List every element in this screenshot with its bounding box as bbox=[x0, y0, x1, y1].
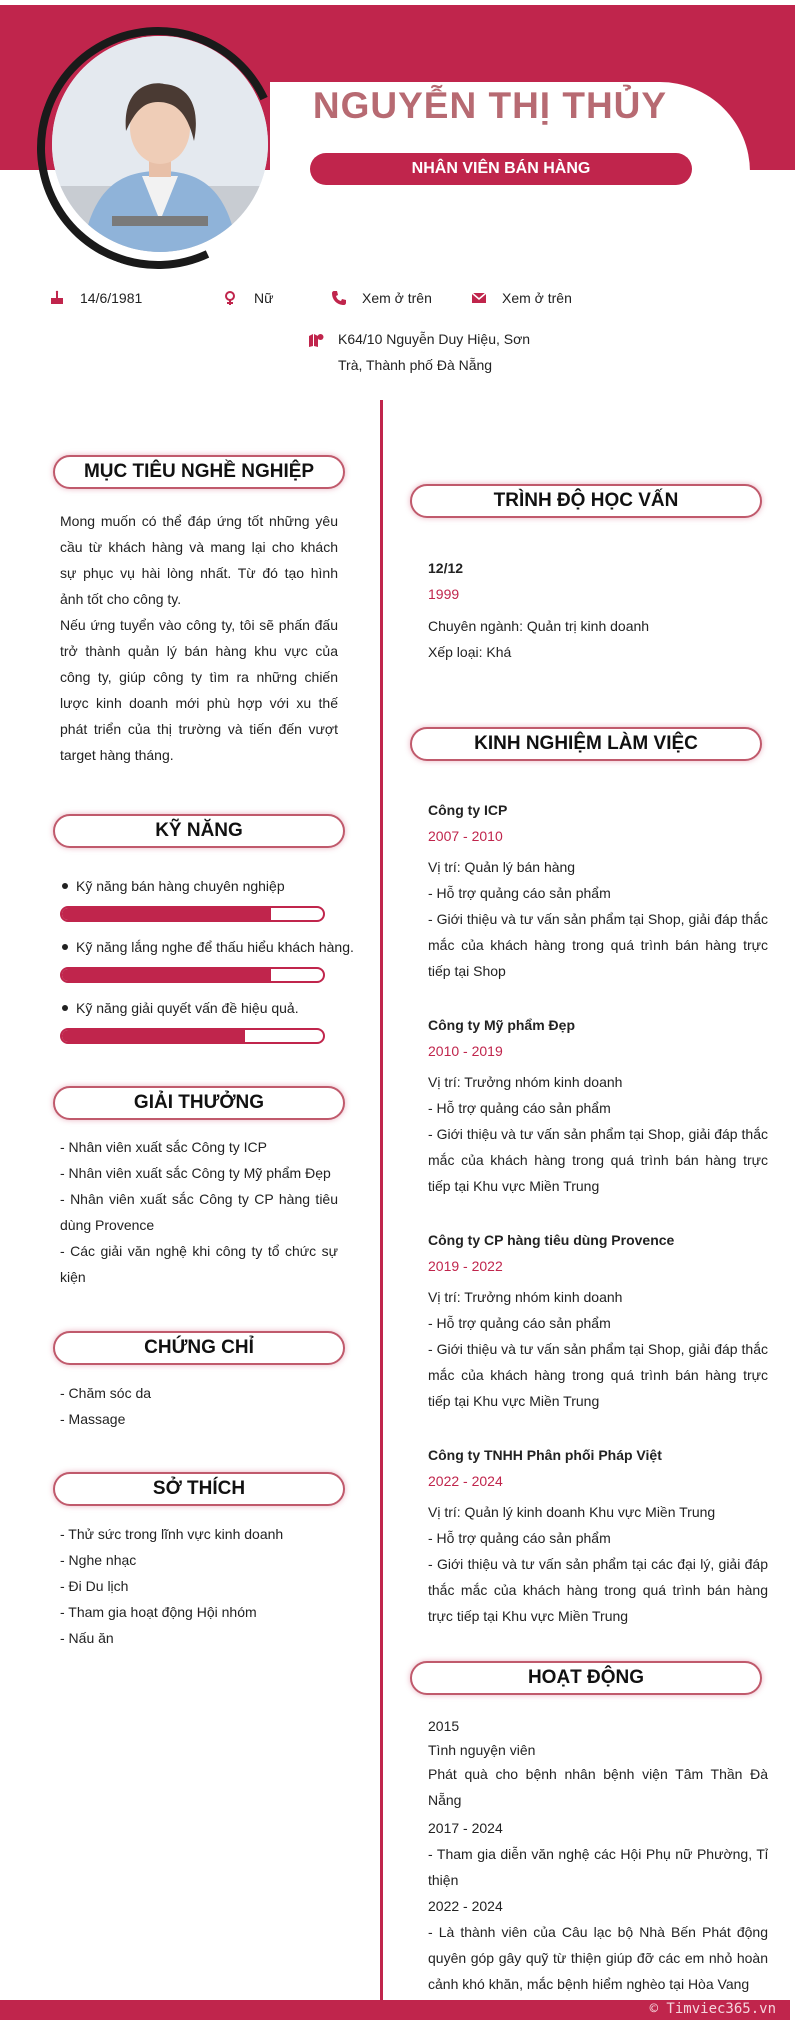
address-value: K64/10 Nguyễn Duy Hiệu, Sơn Trà, Thành phố Đà Nẵng bbox=[338, 331, 531, 373]
job-desc: - Giới thiệu và tư vấn sản phẩm tại Shop, giải đáp thắc mắc của khách hàng trong quá trình bán hàng trực tiếp tại Khu vực Miền Trung bbox=[428, 1341, 768, 1409]
section-title-awards: GIẢI THƯỞNG bbox=[53, 1086, 345, 1120]
section-title-education: TRÌNH ĐỘ HỌC VẤN bbox=[410, 484, 762, 518]
skill-label: Kỹ năng bán hàng chuyên nghiệp bbox=[60, 876, 360, 896]
section-title-objective: MỤC TIÊU NGHỀ NGHIỆP bbox=[53, 455, 345, 489]
column-divider bbox=[380, 400, 383, 2000]
skill-label: Kỹ năng giải quyết vấn đề hiệu quả. bbox=[60, 998, 360, 1018]
objective-paragraph-1: Mong muốn có thể đáp ứng tốt những yêu cầu từ khách hàng và mang lại cho khách sự phục vụ hài lòng nhất. Từ đó tạo hình ảnh tốt cho công ty. bbox=[60, 513, 338, 607]
job-role: Vị trí: Trưởng nhóm kinh doanh bbox=[428, 1074, 623, 1090]
job-title-badge: NHÂN VIÊN BÁN HÀNG bbox=[310, 153, 692, 185]
contact-birthday bbox=[48, 289, 142, 307]
job-entry bbox=[428, 1012, 768, 1199]
skill-label: Kỹ năng lắng nghe để thấu hiểu khách hàng. bbox=[60, 937, 360, 957]
award-item: - Nhân viên xuất sắc Công ty CP hàng tiêu dùng Provence bbox=[60, 1191, 338, 1233]
skill-bar bbox=[60, 906, 325, 922]
job-years: 2007 - 2010 bbox=[428, 828, 503, 844]
hobby-item: - Nghe nhạc bbox=[60, 1552, 137, 1568]
skill-bar-fill bbox=[62, 908, 271, 920]
email-value[interactable]: Xem ở trên bbox=[502, 290, 572, 306]
section-title-experience: KINH NGHIỆM LÀM VIỆC bbox=[410, 727, 762, 761]
envelope-icon bbox=[470, 289, 488, 307]
education-major: Chuyên ngành: Quản trị kinh doanh bbox=[428, 618, 650, 634]
hobby-item: - Tham gia hoạt động Hội nhóm bbox=[60, 1604, 257, 1620]
job-desc: - Hỗ trợ quảng cáo sản phẩm bbox=[428, 1530, 611, 1546]
job-company: Công ty CP hàng tiêu dùng Provence bbox=[428, 1232, 675, 1248]
education-entry bbox=[428, 555, 768, 665]
job-role: Vị trí: Trưởng nhóm kinh doanh bbox=[428, 1289, 623, 1305]
footer-bar bbox=[0, 2000, 790, 2020]
hobby-item: - Nấu ăn bbox=[60, 1630, 114, 1646]
skill-item bbox=[60, 998, 360, 1044]
education-school: 12/12 bbox=[428, 560, 464, 576]
gender-icon bbox=[222, 289, 240, 307]
activity-year: 2015 bbox=[428, 1718, 460, 1734]
job-desc: - Giới thiệu và tư vấn sản phẩm tại Shop, giải đáp thắc mắc của khách hàng trong quá trình bán hàng trực tiếp tại Khu vực Miền Trung bbox=[428, 1126, 768, 1194]
job-entry bbox=[428, 1442, 768, 1629]
job-company: Công ty Mỹ phẩm Đẹp bbox=[428, 1017, 576, 1033]
skill-bar-fill bbox=[62, 1030, 245, 1042]
activity-year: 2022 - 2024 bbox=[428, 1898, 503, 1914]
phone-icon bbox=[330, 289, 348, 307]
job-role: Vị trí: Quản lý kinh doanh Khu vực Miền Trung bbox=[428, 1504, 716, 1520]
section-title-skills: KỸ NĂNG bbox=[53, 814, 345, 848]
section-title-activities: HOẠT ĐỘNG bbox=[410, 1661, 762, 1695]
activity-year: 2017 - 2024 bbox=[428, 1820, 503, 1836]
hobby-item: - Đi Du lịch bbox=[60, 1578, 129, 1594]
job-entry bbox=[428, 797, 768, 984]
job-role: Vị trí: Quản lý bán hàng bbox=[428, 859, 576, 875]
skill-bar bbox=[60, 1028, 325, 1044]
activity-desc: - Là thành viên của Câu lạc bộ Nhà Bến Phát động quyên góp gây quỹ từ thiện giúp đỡ các em nhỏ hoàn cảnh khó khăn, mắc bệnh hiểm nghèo tại Hòa Vang bbox=[428, 1924, 768, 1992]
certificate-item: - Massage bbox=[60, 1411, 126, 1427]
objective-text bbox=[60, 508, 338, 768]
gender-value: Nữ bbox=[254, 290, 274, 306]
job-desc: - Hỗ trợ quảng cáo sản phẩm bbox=[428, 885, 611, 901]
award-item: - Nhân viên xuất sắc Công ty Mỹ phẩm Đẹp bbox=[60, 1165, 331, 1181]
cake-icon bbox=[48, 289, 66, 307]
activities-list bbox=[428, 1713, 768, 1997]
avatar-portrait-icon bbox=[52, 36, 268, 252]
candidate-name: NGUYỄN THỊ THỦY bbox=[312, 85, 668, 126]
education-year: 1999 bbox=[428, 586, 460, 602]
section-title-hobbies: SỞ THÍCH bbox=[53, 1472, 345, 1506]
award-item: - Nhân viên xuất sắc Công ty ICP bbox=[60, 1139, 267, 1155]
activity-role: Tình nguyện viên bbox=[428, 1742, 536, 1758]
contact-email bbox=[470, 289, 572, 307]
map-pin-icon bbox=[308, 330, 326, 348]
skill-bar-fill bbox=[62, 969, 271, 981]
job-entry bbox=[428, 1227, 768, 1414]
birthday-value: 14/6/1981 bbox=[80, 290, 143, 306]
hobbies-list bbox=[60, 1521, 338, 1651]
job-desc: - Giới thiệu và tư vấn sản phẩm tại các đại lý, giải đáp thắc mắc của khách hàng trong quá trình bán hàng trực tiếp tại Khu vực Miền Trung bbox=[428, 1556, 768, 1624]
hobby-item: - Thử sức trong lĩnh vực kinh doanh bbox=[60, 1526, 284, 1542]
award-item: - Các giải văn nghệ khi công ty tổ chức sự kiện bbox=[60, 1243, 338, 1285]
job-years: 2010 - 2019 bbox=[428, 1043, 503, 1059]
certificates-list bbox=[60, 1380, 338, 1432]
contact-phone bbox=[330, 289, 432, 307]
objective-paragraph-2: Nếu ứng tuyển vào công ty, tôi sẽ phấn đấu trở thành quản lý bán hàng khu vực của công ty, giúp công ty tìm ra những chiến lược kinh doanh mới phù hợp với xu thế phát triển của thị trường và tiến đến vượt target hàng tháng. bbox=[60, 617, 338, 763]
awards-list bbox=[60, 1134, 338, 1290]
job-company: Công ty ICP bbox=[428, 802, 508, 818]
activity-desc: Phát quà cho bệnh nhân bệnh viện Tâm Thần Đà Nẵng bbox=[428, 1766, 768, 1808]
skill-item bbox=[60, 937, 360, 983]
job-years: 2022 - 2024 bbox=[428, 1473, 503, 1489]
education-rank: Xếp loại: Khá bbox=[428, 644, 512, 660]
section-title-certificates: CHỨNG CHỈ bbox=[53, 1331, 345, 1365]
avatar bbox=[52, 36, 268, 252]
job-desc: - Hỗ trợ quảng cáo sản phẩm bbox=[428, 1100, 611, 1116]
contact-gender bbox=[222, 289, 273, 307]
skill-item bbox=[60, 876, 360, 922]
skill-bar bbox=[60, 967, 325, 983]
certificate-item: - Chăm sóc da bbox=[60, 1385, 152, 1401]
job-desc: - Hỗ trợ quảng cáo sản phẩm bbox=[428, 1315, 611, 1331]
job-desc: - Giới thiệu và tư vấn sản phẩm tại Shop, giải đáp thắc mắc của khách hàng trong quá trình bán hàng trực tiếp tại Shop bbox=[428, 911, 768, 979]
job-company: Công ty TNHH Phân phối Pháp Việt bbox=[428, 1447, 662, 1463]
job-years: 2019 - 2022 bbox=[428, 1258, 503, 1274]
footer-credit: © Timviec365.vn bbox=[649, 2001, 776, 2017]
contact-address bbox=[308, 326, 558, 378]
activity-desc: - Tham gia diễn văn nghệ các Hội Phụ nữ Phường, Tỉ thiện bbox=[428, 1846, 768, 1888]
phone-value[interactable]: Xem ở trên bbox=[362, 290, 432, 306]
